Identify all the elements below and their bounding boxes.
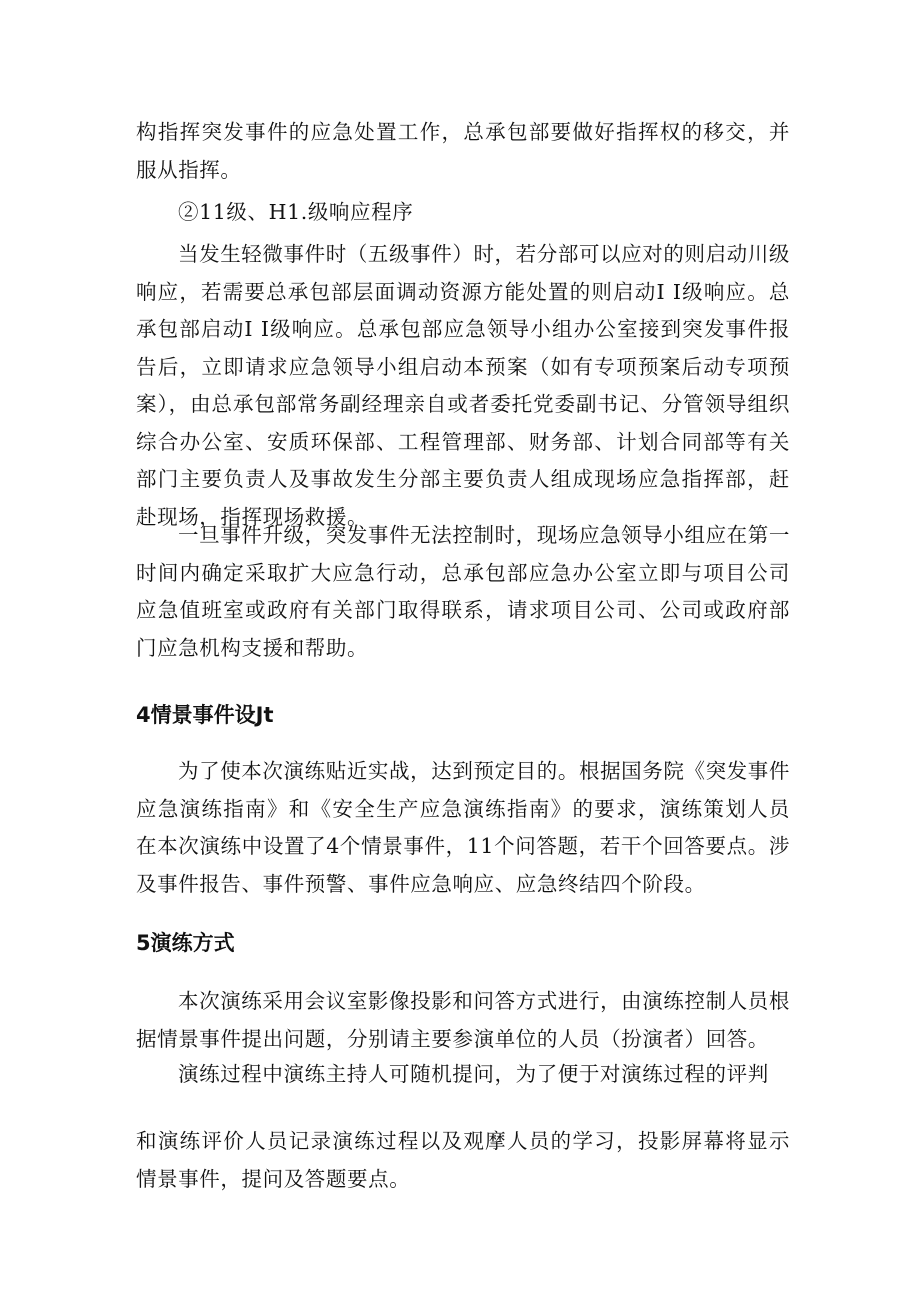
section-number: 5: [136, 931, 151, 955]
paragraph-host-questions: 演练过程中演练主持人可随机提问，为了便于对演练过程的评判: [178, 1062, 769, 1086]
section-heading-drill-method: [136, 928, 235, 958]
section-title: 情景事件设Jt: [150, 703, 274, 727]
paragraph-drill-format: 本次演练采用会议室影像投影和问答方式进行，由演练控制人员根据情景事件提出问题，分别请主要参演单位的人员（扮演者）回答。: [136, 989, 790, 1051]
paragraph-event-escalation: 一旦事件升级，突发事件无法控制时，现场应急领导小组应在第一时间内确定采取扩大应急行动，总承包部应急办公室立即与项目公司应急值班室或政府有关部门取得联系，请求项目公司、公司或政府部门应急机构支援和帮助。: [136, 523, 790, 660]
paragraph-minor-event-response: 当发生轻微事件时（五级事件）时，若分部可以应对的则启动川级响应，若需要总承包部层面调动资源方能处置的则启动I I级响应。总承包部启动I I级响应。总承包部应急领导小组办公室接到突发事件报告后，立即请求应急领导小组启动本预案（如有专项预案后动专项预案），由总承包部常务副经理亲自或者委托党委副书记、分管领导组织综合办公室、安质环保部、工程管理部、财务部、计划合同部等有关部门主要负责人及事故发生分部主要负责人组成现场应急指挥部，赶赴现场，指挥现场救援。: [136, 242, 790, 529]
section-number: 4: [136, 703, 151, 727]
paragraph-projection-display: 和演练评价人员记录演练过程以及观摩人员的学习，投影屏幕将显示情景事件，提问及答题要点。: [136, 1129, 790, 1191]
sub-heading-response-procedure: ②11级、H1.级响应程序: [178, 200, 414, 224]
paragraph-scenario-setup: 为了使本次演练贴近实战，达到预定目的。根据国务院《突发事件应急演练指南》和《安全生产应急演练指南》的要求，演练策划人员在本次演练中设置了4个情景事件，11个问答题，若干个回答要点。涉及事件报告、事件预警、事件应急响应、应急终结四个阶段。: [136, 759, 790, 896]
paragraph-command-transfer: 构指挥突发事件的应急处置工作，总承包部要做好指挥权的移交，并服从指挥。: [136, 120, 790, 182]
section-heading-scenario-events: [136, 700, 273, 730]
section-title: 演练方式: [150, 931, 235, 955]
